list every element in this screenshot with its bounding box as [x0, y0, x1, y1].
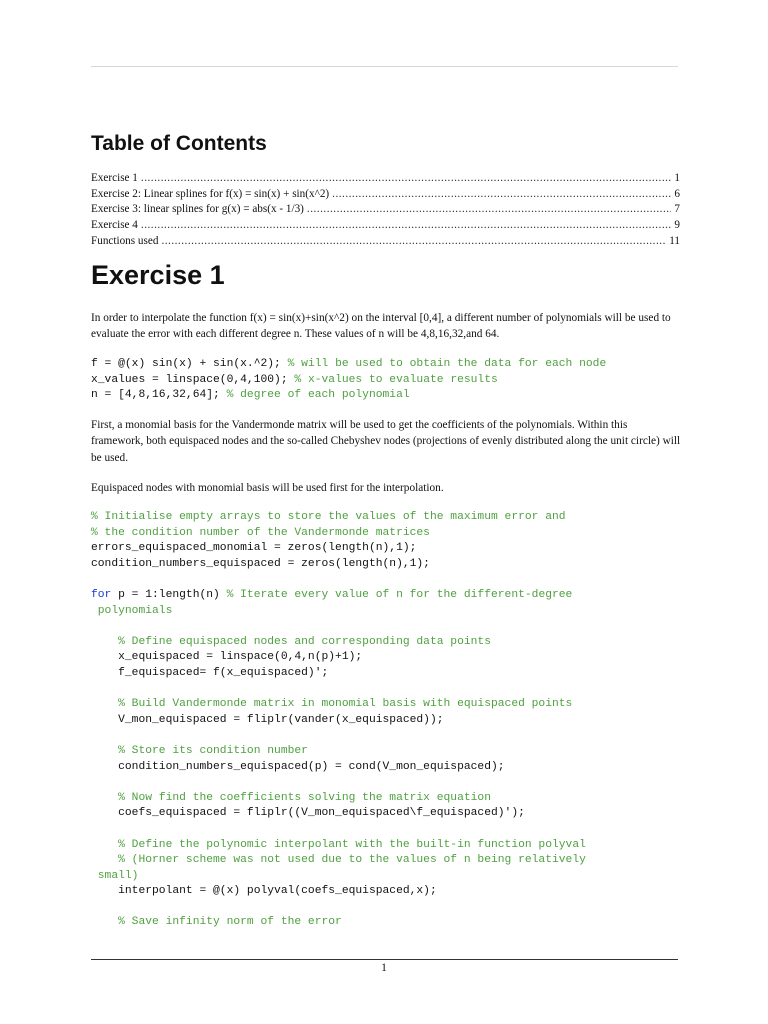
code-text: condition_numbers_equispaced = zeros(length(n),1); — [91, 557, 430, 570]
code-text: V_mon_equispaced = fliplr(vander(x_equispaced)); — [91, 713, 444, 726]
code-line — [91, 713, 586, 729]
code-text: errors_equispaced_monomial = zeros(length(n),1); — [91, 542, 417, 555]
footer-rule — [91, 959, 678, 960]
code-text: f = @(x) sin(x) + sin(x.^2); — [91, 358, 288, 370]
toc-entry-page: 11 — [669, 234, 680, 247]
code-block-3 — [91, 588, 586, 931]
code-line — [91, 869, 586, 885]
code-line — [91, 373, 606, 389]
code-line — [91, 541, 566, 557]
paragraph-2: First, a monomial basis for the Vandermonde matrix will be used to get the coefficients of the polynomials. Within this framework, both equispaced nodes and the so-called Chebyshev nodes (projections of evenly distributed along the unit circle) will be used. — [91, 419, 681, 464]
code-comment: % degree of each polynomial — [226, 389, 410, 402]
code-block-1 — [91, 357, 606, 404]
toc-leader — [141, 218, 672, 234]
code-line — [91, 357, 606, 373]
code-line — [91, 728, 586, 744]
toc-entry[interactable] — [91, 171, 680, 187]
code-line — [91, 650, 586, 666]
toc-entry-label: Exercise 1 — [91, 172, 138, 184]
code-line — [91, 884, 586, 900]
toc-entry-label: Exercise 4 — [91, 219, 138, 232]
code-comment: % Save infinity norm of the error — [91, 916, 342, 929]
page-number: 1 — [381, 962, 387, 974]
code-comment: % the condition number of the Vandermonde matrices — [91, 526, 430, 539]
code-comment: % Define the polynomic interpolant with the built-in function polyval — [91, 838, 586, 851]
toc-entry[interactable] — [91, 202, 680, 218]
code-comment: % Build Vandermonde matrix in monomial basis with equispaced points — [91, 698, 573, 711]
code-line — [91, 791, 586, 807]
code-line — [91, 697, 586, 713]
code-line — [91, 806, 586, 822]
code-comment: % (Horner scheme was not used due to the values of n being relatively — [91, 854, 586, 867]
code-line — [91, 510, 566, 526]
code-line — [91, 588, 586, 604]
toc-title: Table of Contents — [91, 132, 267, 155]
code-line — [91, 853, 586, 869]
code-line — [91, 604, 586, 620]
code-text: f_equispaced= f(x_equispaced)'; — [91, 666, 329, 679]
code-text: coefs_equispaced = fliplr((V_mon_equispaced\f_equispaced)'); — [91, 807, 525, 820]
code-line — [91, 760, 586, 776]
toc-leader — [141, 171, 672, 187]
toc-leader — [161, 234, 666, 250]
toc-entry-label: Functions used — [91, 234, 159, 247]
code-line — [91, 744, 586, 760]
toc-entry-label: Exercise 2: Linear splines for f(x) = sin(x) + sin(x^2) — [91, 187, 330, 200]
code-text: condition_numbers_equispaced(p) = cond(V_mon_equispaced); — [91, 760, 505, 773]
code-comment: % Initialise empty arrays to store the values of the maximum error and — [91, 511, 566, 523]
code-keyword: for — [91, 589, 112, 601]
code-comment: polynomials — [91, 604, 173, 617]
code-line — [91, 900, 586, 916]
toc-entry-page: 7 — [674, 203, 680, 216]
code-text: interpolant = @(x) polyval(coefs_equispaced,x); — [91, 885, 437, 898]
table-of-contents — [91, 171, 680, 249]
code-line — [91, 838, 586, 854]
code-text: p = 1:length(n) — [111, 589, 227, 601]
code-comment: % Store its condition number — [91, 744, 308, 757]
code-line — [91, 822, 586, 838]
code-text: x_equispaced = linspace(0,4,n(p)+1); — [91, 651, 363, 664]
code-comment: % will be used to obtain the data for each node — [287, 358, 607, 370]
code-line — [91, 915, 586, 931]
intro-paragraph: In order to interpolate the function f(x) = sin(x)+sin(x^2) on the interval [0,4], a different number of polynomials will be used to evaluate the error with each different degree n. These values of n will be 4,8,16,32,and 64. — [91, 312, 671, 341]
section-heading: Exercise 1 — [91, 260, 225, 290]
toc-leader — [332, 187, 671, 203]
paragraph-3: Equispaced nodes with monomial basis will be used first for the interpolation. — [91, 482, 444, 494]
code-block-2 — [91, 510, 566, 572]
code-line — [91, 526, 566, 542]
code-line — [91, 775, 586, 791]
toc-entry-page: 9 — [674, 219, 680, 232]
code-line — [91, 635, 586, 651]
code-line — [91, 682, 586, 698]
toc-entry-page: 1 — [674, 172, 680, 184]
code-comment: % Iterate every value of n for the different-degree — [226, 589, 573, 601]
code-comment: % x-values to evaluate results — [294, 373, 498, 386]
toc-leader — [307, 202, 672, 218]
toc-entry[interactable] — [91, 234, 680, 250]
header-rule — [91, 66, 678, 67]
code-line — [91, 619, 586, 635]
toc-entry-label: Exercise 3: linear splines for g(x) = abs(x - 1/3) — [91, 203, 304, 216]
code-line — [91, 388, 606, 404]
code-comment: % Define equispaced nodes and corresponding data points — [91, 635, 491, 648]
code-line — [91, 557, 566, 573]
toc-entry[interactable] — [91, 187, 680, 203]
toc-entry[interactable] — [91, 218, 680, 234]
code-comment: small) — [91, 869, 139, 882]
code-comment: % Now find the coefficients solving the matrix equation — [91, 791, 491, 804]
code-text: n = [4,8,16,32,64]; — [91, 389, 227, 402]
code-line — [91, 666, 586, 682]
toc-entry-page: 6 — [674, 187, 680, 200]
code-text: x_values = linspace(0,4,100); — [91, 373, 295, 386]
